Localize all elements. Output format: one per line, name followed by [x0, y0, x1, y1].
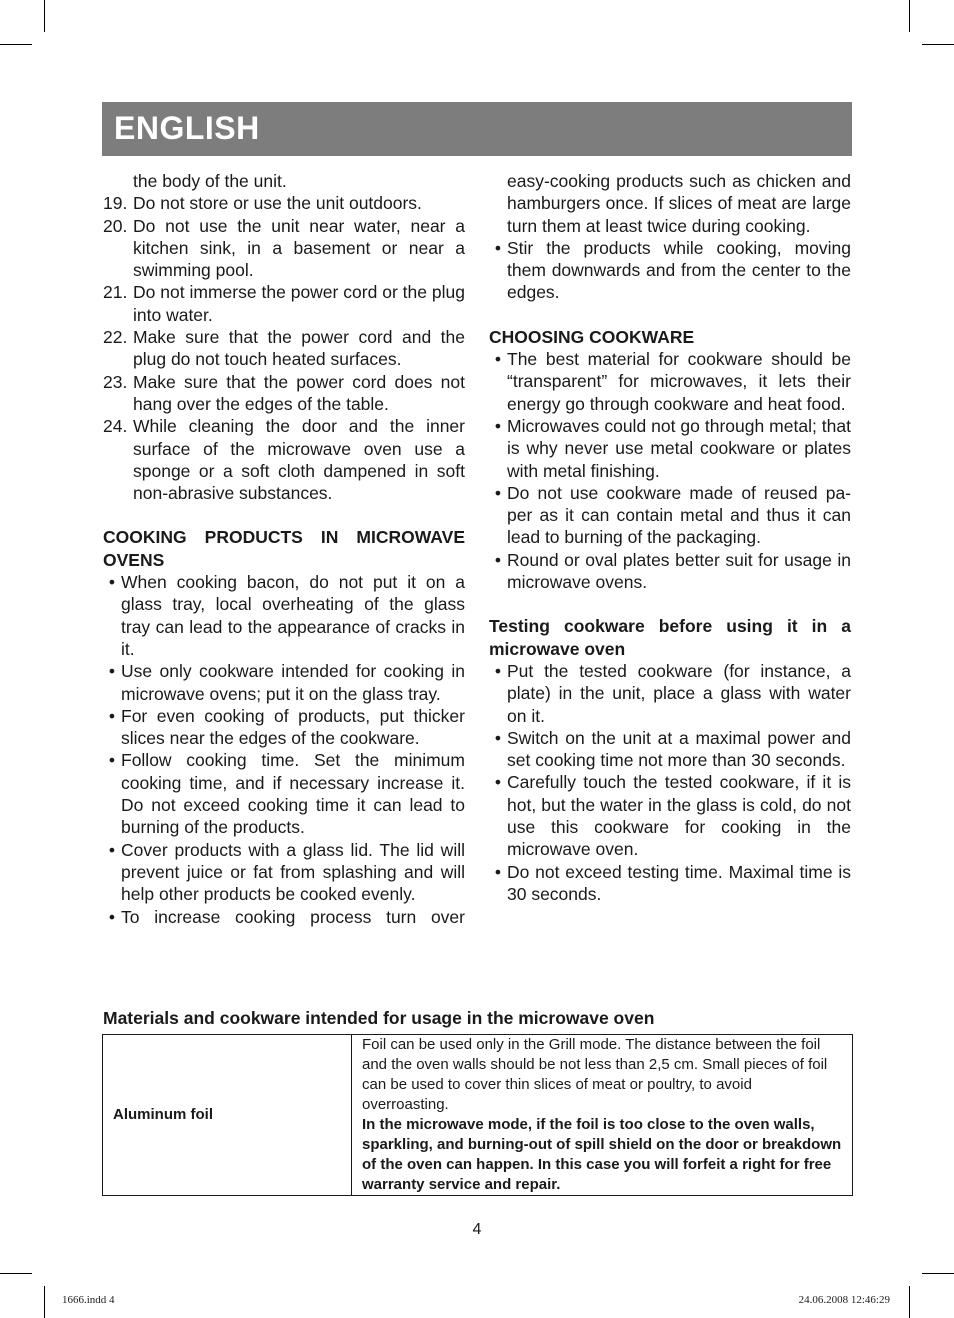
- bullet-item: [489, 237, 851, 304]
- bullet-text: Round or oval plates better suit for usage in microwave ovens.: [507, 549, 851, 593]
- crop-mark: [922, 1273, 954, 1274]
- bullet-dot-icon: •: [108, 839, 116, 860]
- section-title: Testing cookware before using it in a microwave oven: [489, 616, 851, 659]
- item-number: 21.: [103, 282, 128, 303]
- table-row: [103, 1035, 853, 1196]
- bullet-item: [489, 549, 851, 594]
- table-title: Materials and cookware intended for usage in the microwave oven: [103, 1008, 655, 1028]
- bullet-text: To increase cooking process turn over: [121, 906, 465, 927]
- list-item: [103, 415, 465, 504]
- bullet-item: [103, 906, 465, 928]
- bullet-text: Switch on the unit at a maximal power and set cooking time not more than 30 seconds.: [507, 727, 851, 771]
- print-slug-date: 24.06.2008 12:46:29: [798, 1294, 890, 1306]
- bullet-text: Do not exceed testing time. Maximal time is 30 seconds.: [507, 861, 851, 904]
- bullet-item: [103, 705, 465, 750]
- item-text: Do not use the unit near water, near a kitchen sink, in a basement or near a swimming pool.: [133, 215, 465, 281]
- right-column: [489, 170, 851, 905]
- bullet-item: [489, 482, 851, 549]
- item-number: 24.: [103, 416, 128, 437]
- bullet-dot-icon: •: [494, 861, 502, 882]
- crop-mark: [0, 1273, 32, 1274]
- bullet-text: Do not use cookware made of reused pa-per as it can contain metal and thus it can lead to burning of the packaging.: [507, 482, 851, 548]
- crop-mark: [909, 0, 910, 32]
- language-header-bar: [102, 102, 852, 156]
- item-text: Do not store or use the unit outdoors.: [133, 193, 422, 214]
- left-column: [103, 170, 465, 928]
- materials-table: [102, 1034, 853, 1196]
- bullet-text: For even cooking of products, put thicker slices near the edges of the cookware.: [121, 705, 465, 749]
- warning-text: In the microwave mode, if the foil is too close to the oven walls, sparkling, and burning-out of spill shield on the door or breakdown of the oven can happen. In this case you will forfeit a right for free warranty service and repair.: [362, 1116, 842, 1193]
- bullet-text: The best material for cookware should be “transparent” for microwaves, it lets their energy go through cookware and heat food.: [507, 349, 851, 414]
- bullet-item: [103, 571, 465, 660]
- bullet-item: [103, 749, 465, 838]
- section-title: COOKING PRODUCTS IN MICROWAVE OVENS: [103, 527, 465, 570]
- bullet-dot-icon: •: [108, 661, 116, 682]
- section-title: CHOOSING COOKWARE: [489, 326, 695, 347]
- item-number: 22.: [103, 327, 128, 348]
- bullet-text: Carefully touch the tested cookware, if it is hot, but the water in the glass is cold, do not use this cookware for cooking in the microwave oven.: [507, 772, 851, 860]
- bullet-text: When cooking bacon, do not put it on a glass tray, local overheating of the glass tray can lead to the appearance of cracks in it.: [121, 572, 465, 659]
- bullet-dot-icon: •: [108, 572, 116, 593]
- bullet-item: [103, 839, 465, 906]
- page-number: 4: [472, 1221, 482, 1238]
- bullet-dot-icon: •: [108, 906, 116, 927]
- bullet-text: Put the tested cookware (for instance, a plate) in the unit, place a glass with water on it.: [507, 660, 851, 726]
- bullet-dot-icon: •: [108, 705, 116, 726]
- material-cell: Aluminum foil: [103, 1035, 352, 1196]
- item-text: Make sure that the power cord and the plug do not touch heated surfaces.: [133, 327, 465, 370]
- bullet-dot-icon: •: [494, 549, 502, 570]
- crop-mark: [0, 44, 32, 45]
- bullet-item: [489, 861, 851, 906]
- bullet-dot-icon: •: [494, 772, 502, 793]
- item-text: While cleaning the door and the inner surface of the microwave oven use a sponge or a soft cloth dampened in soft non-abrasive substances.: [133, 416, 465, 504]
- bullet-dot-icon: •: [108, 750, 116, 771]
- bullet-item: [489, 771, 851, 860]
- bullet-dot-icon: •: [494, 482, 502, 503]
- continuation-text: easy-cooking products such as chicken and hamburgers once. If slices of meat are large turn them at least twice during cooking.: [507, 171, 851, 236]
- bullet-dot-icon: •: [494, 727, 502, 748]
- bullet-text: Microwaves could not go through metal; that is why never use metal cookware or plates with metal finishing.: [507, 415, 851, 481]
- item-number: 20.: [103, 215, 128, 236]
- note-text: Foil can be used only in the Grill mode. The distance between the foil and the oven walls should be not less than 2,5 cm. Small pieces of foil can be used to cover thin slices of meat or poultry, to avoid overroasting.: [362, 1036, 828, 1113]
- list-item: [103, 192, 465, 214]
- bullet-text: Follow cooking time. Set the minimum cooking time, and if necessary increase it. Do not exceed cooking time it can lead to burning of the products.: [121, 750, 465, 838]
- bullet-item: [103, 660, 465, 705]
- crop-mark: [909, 1286, 910, 1318]
- bullet-item: [489, 348, 851, 415]
- bullet-item: [489, 660, 851, 727]
- list-item: [103, 371, 465, 416]
- list-item: [103, 326, 465, 371]
- list-item: [103, 215, 465, 282]
- bullet-item: [489, 415, 851, 482]
- bullet-text: Stir the products while cooking, moving them downwards and from the center to the edges.: [507, 237, 851, 303]
- bullet-text: Cover products with a glass lid. The lid will prevent juice or fat from splashing and will help other products be cooked evenly.: [121, 839, 465, 905]
- bullet-dot-icon: •: [494, 660, 502, 681]
- print-slug-file: 1666.indd 4: [62, 1294, 115, 1306]
- crop-mark: [44, 1286, 45, 1318]
- bullet-dot-icon: •: [494, 415, 502, 436]
- continuation-text: the body of the unit.: [133, 171, 287, 191]
- item-number: 23.: [103, 371, 128, 392]
- item-number: 19.: [103, 193, 128, 214]
- bullet-dot-icon: •: [494, 237, 502, 258]
- crop-mark: [44, 0, 45, 32]
- crop-mark: [922, 44, 954, 45]
- bullet-dot-icon: •: [494, 349, 502, 370]
- language-title: ENGLISH: [114, 110, 260, 146]
- note-cell: [352, 1035, 853, 1196]
- list-item: [103, 281, 465, 326]
- bullet-text: Use only cookware intended for cooking in microwave ovens; put it on the glass tray.: [121, 661, 465, 704]
- item-text: Do not immerse the power cord or the plug into water.: [133, 282, 465, 325]
- item-text: Make sure that the power cord does not hang over the edges of the table.: [133, 371, 465, 414]
- bullet-item: [489, 727, 851, 772]
